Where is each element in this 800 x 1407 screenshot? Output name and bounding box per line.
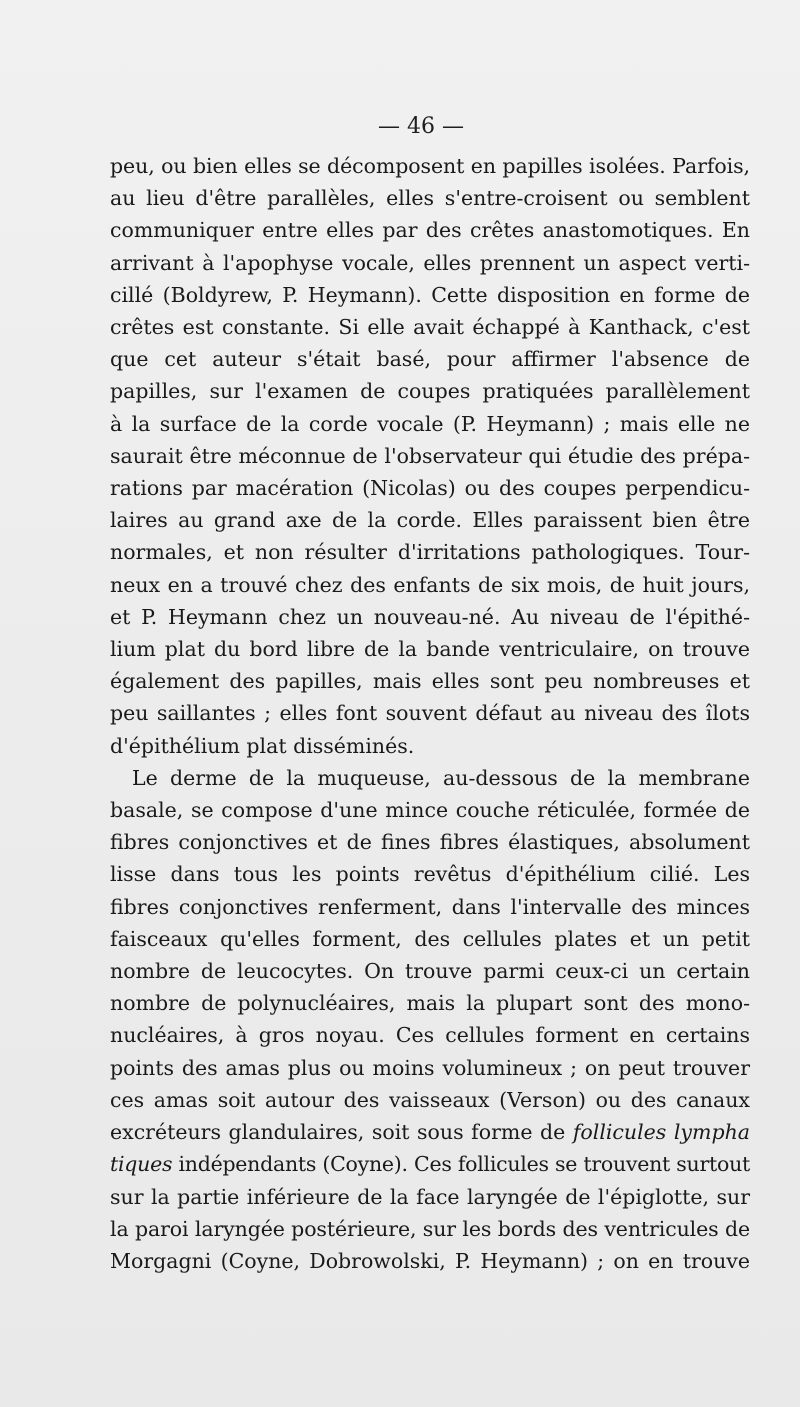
text-line-with-italic <box>110 1116 750 1148</box>
text-line: la paroi laryngée postérieure, sur les bords des ventricules de <box>110 1216 750 1241</box>
text-line: nucléaires, à gros noyau. Ces cellules forment en certains <box>110 1023 750 1048</box>
text-line: peu, ou bien elles se décomposent en papilles isolées. Parfois, <box>110 154 750 178</box>
text-line: Morgagni (Coyne, Dobrowolski, P. Heymann) ; on en trouve <box>110 1248 750 1273</box>
text-line: arrivant à l'apophyse vocale, elles prennent un aspect verti- <box>110 250 750 275</box>
page-number: — 46 — <box>378 114 464 139</box>
text-line: points des amas plus ou moins volumineux ; on peut trouver <box>110 1055 750 1080</box>
text-line: à la surface de la corde vocale (P. Heymann) ; mais elle ne <box>110 411 750 436</box>
text-line: cillé (Boldyrew, P. Heymann). Cette disposition en forme de <box>110 282 750 307</box>
text-line-with-italic <box>110 1148 750 1180</box>
paragraph-2 <box>110 762 750 1277</box>
text-line: rations par macération (Nicolas) ou des coupes perpendicu- <box>110 476 750 501</box>
text-line: Le derme de la muqueuse, au-dessous de la membrane <box>132 765 750 790</box>
text-line: ces amas soit autour des vaisseaux (Verson) ou des canaux <box>110 1087 750 1112</box>
paragraph-1 <box>110 150 750 762</box>
text-line: que cet auteur s'était basé, pour affirmer l'absence de <box>110 347 750 372</box>
italic-term: follicules lympha <box>572 1120 750 1145</box>
text-line: nombre de polynucléaires, mais la plupart sont des mono- <box>110 991 750 1016</box>
italic-term: tiques <box>110 1152 173 1177</box>
text-line: basale, se compose d'une mince couche réticulée, formée de <box>110 798 750 823</box>
text-line: sur la partie inférieure de la face laryngée de l'épiglotte, sur <box>110 1184 750 1209</box>
text-line: saurait être méconnue de l'observateur qui étudie des prépa- <box>110 443 750 468</box>
text-line: communiquer entre elles par des crêtes anastomotiques. En <box>110 218 750 243</box>
text-line: peu saillantes ; elles font souvent défaut au niveau des îlots <box>110 701 750 726</box>
text-line: au lieu d'être parallèles, elles s'entre-croisent ou semblent <box>110 186 750 211</box>
text-line: faisceaux qu'elles forment, des cellules plates et un petit <box>110 926 750 951</box>
text-line: normales, et non résulter d'irritations pathologiques. Tour- <box>110 540 750 565</box>
text-line: lisse dans tous les points revêtus d'épithélium cilié. Les <box>110 862 750 887</box>
text-line: crêtes est constante. Si elle avait échappé à Kanthack, c'est <box>110 315 750 340</box>
text-line: lium plat du bord libre de la bande ventriculaire, on trouve <box>110 637 750 662</box>
text-line: papilles, sur l'examen de coupes pratiquées parallèlement <box>110 379 750 404</box>
text-line: laires au grand axe de la corde. Elles paraissent bien être <box>110 508 750 533</box>
text-line: également des papilles, mais elles sont peu nombreuses et <box>110 669 750 694</box>
text-line: nombre de leucocytes. On trouve parmi ceux-ci un certain <box>110 959 750 984</box>
text-segment: excréteurs glandulaires, soit sous forme de <box>110 1120 573 1145</box>
text-line: neux en a trouvé chez des enfants de six mois, de huit jours, <box>110 572 750 597</box>
text-line: d'épithélium plat disséminés. <box>110 733 415 758</box>
text-line: et P. Heymann chez un nouveau-né. Au niveau de l'épithé- <box>110 604 750 629</box>
text-segment: indépendants (Coyne). Ces follicules se trouvent surtout <box>172 1152 750 1177</box>
text-line: fibres conjonctives renferment, dans l'intervalle des minces <box>110 894 750 919</box>
body-text <box>110 150 750 1277</box>
text-line: fibres conjonctives et de fines fibres élastiques, absolument <box>110 830 750 855</box>
